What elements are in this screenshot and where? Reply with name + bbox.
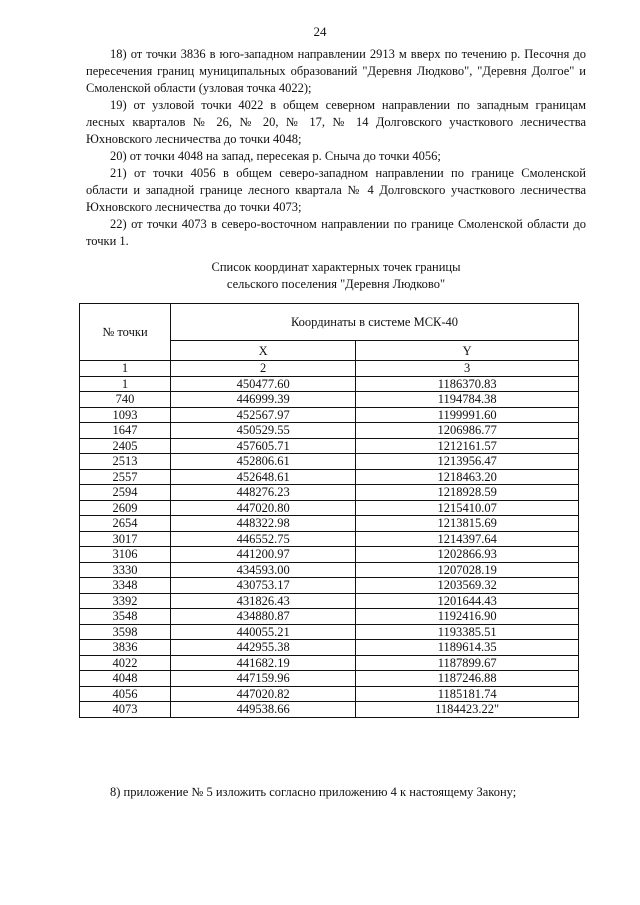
y-coordinate-cell: 1214397.64 [356, 531, 579, 547]
point-number-cell: 2557 [80, 469, 171, 485]
table-row [80, 454, 579, 470]
table-row [80, 671, 579, 687]
paragraph-22: 22) от точки 4073 в северо-восточном направлении по границе Смоленской области до точки 1. [86, 217, 586, 248]
point-number-cell: 1093 [80, 407, 171, 423]
column-number: 1 [80, 361, 171, 377]
x-coordinate-cell: 441682.19 [171, 655, 356, 671]
y-coordinate-cell: 1213815.69 [356, 516, 579, 532]
table-row [80, 686, 579, 702]
column-number-row [80, 361, 579, 377]
x-coordinate-cell: 430753.17 [171, 578, 356, 594]
table-title-line-1: Список координат характерных точек границы [211, 260, 461, 274]
x-coordinate-cell: 434593.00 [171, 562, 356, 578]
point-number-cell: 3598 [80, 624, 171, 640]
table-row [80, 531, 579, 547]
table-title [86, 259, 586, 293]
page-number: 24 [313, 24, 327, 39]
y-coordinate-cell: 1192416.90 [356, 609, 579, 625]
point-number-cell: 740 [80, 392, 171, 408]
table-row [80, 593, 579, 609]
x-coordinate-cell: 446999.39 [171, 392, 356, 408]
point-number-cell: 3330 [80, 562, 171, 578]
amendment-item-8: 8) приложение № 5 изложить согласно приложению 4 к настоящему Закону; [110, 784, 517, 799]
point-number-cell: 3548 [80, 609, 171, 625]
y-coordinate-cell: 1215410.07 [356, 500, 579, 516]
x-coordinate-cell: 434880.87 [171, 609, 356, 625]
y-coordinate-cell: 1194784.38 [356, 392, 579, 408]
table-row [80, 624, 579, 640]
y-coordinate-cell: 1185181.74 [356, 686, 579, 702]
x-coordinate-cell: 431826.43 [171, 593, 356, 609]
x-coordinate-cell: 447020.82 [171, 686, 356, 702]
point-number-cell: 2513 [80, 454, 171, 470]
x-coordinate-cell: 441200.97 [171, 547, 356, 563]
column-number: 2 [171, 361, 356, 377]
table-row [80, 469, 579, 485]
table-body [80, 361, 579, 718]
y-coordinate-cell: 1187246.88 [356, 671, 579, 687]
table-row [80, 485, 579, 501]
header-x: X [171, 341, 356, 361]
table-title-line-2: сельского поселения "Деревня Людково" [226, 277, 446, 291]
point-number-cell: 2654 [80, 516, 171, 532]
x-coordinate-cell: 452567.97 [171, 407, 356, 423]
point-number-cell: 3348 [80, 578, 171, 594]
y-coordinate-cell: 1218463.20 [356, 469, 579, 485]
y-coordinate-cell: 1213956.47 [356, 454, 579, 470]
header-y: Y [356, 341, 579, 361]
point-number-cell: 4048 [80, 671, 171, 687]
x-coordinate-cell: 450477.60 [171, 376, 356, 392]
y-coordinate-cell: 1187899.67 [356, 655, 579, 671]
point-number-cell: 2594 [80, 485, 171, 501]
y-coordinate-cell: 1199991.60 [356, 407, 579, 423]
point-number-cell: 3836 [80, 640, 171, 656]
table-row [80, 516, 579, 532]
x-coordinate-cell: 457605.71 [171, 438, 356, 454]
y-coordinate-cell: 1193385.51 [356, 624, 579, 640]
table-row [80, 376, 579, 392]
paragraph-19: 19) от узловой точки 4022 в общем северном направлении по западным границам лесных кварталов № 26, № 20, № 17, № 14 Долговского участкового лесничества Юхновского лесничества до точки 4048; [86, 98, 586, 146]
point-number-cell: 3392 [80, 593, 171, 609]
point-number-cell: 4056 [80, 686, 171, 702]
y-coordinate-cell: 1201644.43 [356, 593, 579, 609]
paragraph-18: 18) от точки 3836 в юго-западном направлении 2913 м вверх по течению р. Песочня до пересечения границ муниципальных образований "Деревня Людково", "Деревня Долгое" и Смоленской области (узловая точка 4022); [86, 47, 586, 95]
y-coordinate-cell: 1189614.35 [356, 640, 579, 656]
point-number-cell: 1647 [80, 423, 171, 439]
table-row [80, 423, 579, 439]
x-coordinate-cell: 450529.55 [171, 423, 356, 439]
table-row [80, 438, 579, 454]
point-number-cell: 3017 [80, 531, 171, 547]
y-coordinate-cell: 1186370.83 [356, 376, 579, 392]
point-number-cell: 3106 [80, 547, 171, 563]
column-number: 3 [356, 361, 579, 377]
point-number-cell: 4073 [80, 702, 171, 718]
paragraph-20: 20) от точки 4048 на запад, пересекая р. Сныча до точки 4056; [110, 149, 441, 163]
table-row [80, 547, 579, 563]
point-number-cell: 2405 [80, 438, 171, 454]
y-coordinate-cell: 1218928.59 [356, 485, 579, 501]
x-coordinate-cell: 442955.38 [171, 640, 356, 656]
point-number-cell: 1 [80, 376, 171, 392]
table-row [80, 609, 579, 625]
y-coordinate-cell: 1203569.32 [356, 578, 579, 594]
table-row [80, 578, 579, 594]
body-text [86, 46, 586, 250]
paragraph-21: 21) от точки 4056 в общем северо-западном направлении по границе Смоленской области и западной границе лесного квартала № 4 Долговского участкового лесничества Юхновского лесничества до точки 4073; [86, 166, 586, 214]
y-coordinate-cell: 1212161.57 [356, 438, 579, 454]
point-number-cell: 2609 [80, 500, 171, 516]
point-number-cell: 4022 [80, 655, 171, 671]
table-row [80, 655, 579, 671]
x-coordinate-cell: 448276.23 [171, 485, 356, 501]
x-coordinate-cell: 440055.21 [171, 624, 356, 640]
table-row [80, 702, 579, 718]
x-coordinate-cell: 448322.98 [171, 516, 356, 532]
table-row [80, 392, 579, 408]
y-coordinate-cell: 1184423.22" [356, 702, 579, 718]
x-coordinate-cell: 449538.66 [171, 702, 356, 718]
x-coordinate-cell: 452648.61 [171, 469, 356, 485]
x-coordinate-cell: 446552.75 [171, 531, 356, 547]
y-coordinate-cell: 1206986.77 [356, 423, 579, 439]
header-coordinates: Координаты в системе МСК-40 [171, 304, 579, 341]
table-row [80, 407, 579, 423]
x-coordinate-cell: 452806.61 [171, 454, 356, 470]
x-coordinate-cell: 447159.96 [171, 671, 356, 687]
y-coordinate-cell: 1207028.19 [356, 562, 579, 578]
table-row [80, 562, 579, 578]
y-coordinate-cell: 1202866.93 [356, 547, 579, 563]
coordinates-table [79, 303, 579, 718]
x-coordinate-cell: 447020.80 [171, 500, 356, 516]
header-point-number: № точки [80, 304, 171, 361]
table-row [80, 500, 579, 516]
table-row [80, 640, 579, 656]
